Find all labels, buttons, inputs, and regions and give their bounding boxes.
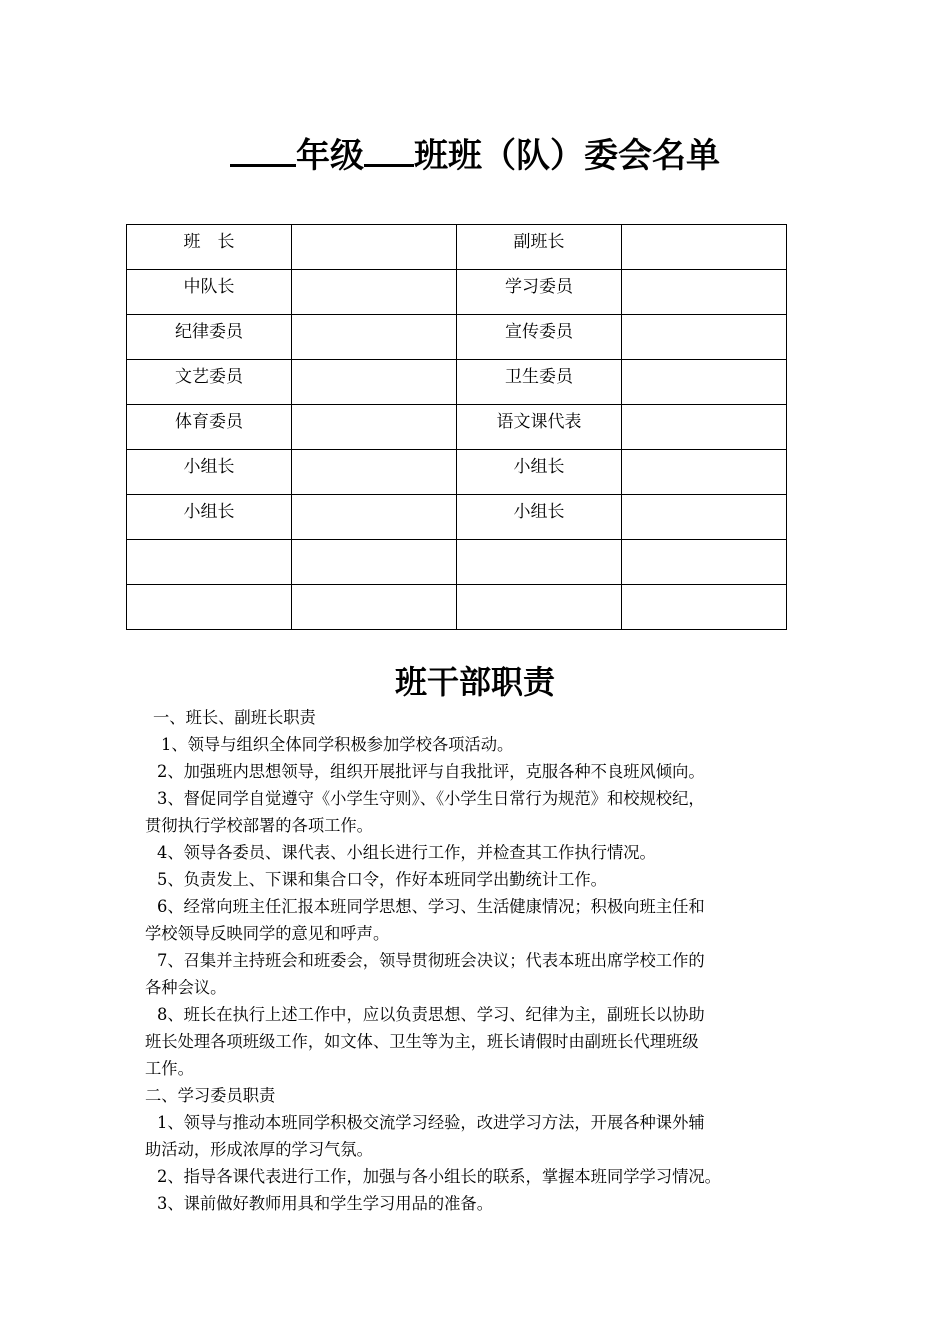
roster-row [127,315,787,360]
roster-row [127,225,787,270]
class-label: 班班（队）委会名单 [414,136,720,176]
role-label-cell: 纪律委员 [127,315,292,360]
page-title [0,128,950,178]
duty-line: 8、班长在执行上述工作中，应以负责思想、学习、纪律为主，副班长以协助 [157,1005,705,1024]
name-entry-cell[interactable] [622,540,787,585]
name-entry-cell[interactable] [292,585,457,630]
role-label-cell: 学习委员 [457,270,622,315]
name-entry-cell[interactable] [127,540,292,585]
duty-line: 2、加强班内思想领导，组织开展批评与自我批评，克服各种不良班风倾向。 [157,762,705,781]
role-label-cell: 小组长 [127,495,292,540]
role-label-cell: 副班长 [457,225,622,270]
role-label-cell: 宣传委员 [457,315,622,360]
roster-row [127,450,787,495]
role-label-cell: 小组长 [127,450,292,495]
duty-line: 5、负责发上、下课和集合口令，作好本班同学出勤统计工作。 [157,870,607,889]
name-entry-cell[interactable] [292,360,457,405]
name-entry-cell[interactable] [622,450,787,495]
roster-row [127,585,787,630]
duty-line: 1、领导与组织全体同学积极参加学校各项活动。 [161,735,514,754]
roster-row [127,360,787,405]
role-label-cell: 中队长 [127,270,292,315]
name-entry-cell[interactable] [622,315,787,360]
name-entry-cell[interactable] [292,405,457,450]
name-entry-cell[interactable] [622,270,787,315]
section-2-heading: 二、学习委员职责 [145,1086,276,1105]
role-label-cell: 体育委员 [127,405,292,450]
duty-line: 助活动，形成浓厚的学习气氛。 [145,1140,373,1159]
duty-line: 学校领导反映同学的意见和呼声。 [145,924,390,943]
roster-row [127,405,787,450]
name-entry-cell[interactable] [292,495,457,540]
name-entry-cell[interactable] [127,585,292,630]
grade-label: 年级 [296,136,364,176]
duty-line: 3、课前做好教师用具和学生学习用品的准备。 [157,1194,493,1213]
name-entry-cell[interactable] [292,315,457,360]
duty-line: 1、领导与推动本班同学积极交流学习经验，改进学习方法，开展各种课外辅 [157,1113,705,1132]
section-1-heading: 一、班长、副班长职责 [153,708,316,727]
name-entry-cell[interactable] [292,450,457,495]
name-entry-cell[interactable] [622,495,787,540]
duty-line: 2、指导各课代表进行工作，加强与各小组长的联系，掌握本班同学学习情况。 [157,1167,721,1186]
role-label-cell: 语文课代表 [457,405,622,450]
role-label-cell: 文艺委员 [127,360,292,405]
name-entry-cell[interactable] [457,540,622,585]
class-blank[interactable] [364,128,414,167]
duty-line: 工作。 [145,1059,194,1078]
roster-row [127,540,787,585]
duty-line: 班长处理各项班级工作，如文体、卫生等为主，班长请假时由副班长代理班级 [145,1032,699,1051]
duty-line: 6、经常向班主任汇报本班同学思想、学习、生活健康情况；积极向班主任和 [157,897,705,916]
name-entry-cell[interactable] [292,540,457,585]
role-label-cell: 小组长 [457,450,622,495]
name-entry-cell[interactable] [292,270,457,315]
duty-line: 各种会议。 [145,978,227,997]
duties-body [145,704,825,1217]
name-entry-cell[interactable] [622,360,787,405]
name-entry-cell[interactable] [622,405,787,450]
duty-line: 贯彻执行学校部署的各项工作。 [145,816,373,835]
name-entry-cell[interactable] [622,225,787,270]
name-entry-cell[interactable] [292,225,457,270]
role-label-cell: 班 长 [127,225,292,270]
grade-blank[interactable] [230,128,296,167]
duty-line: 4、领导各委员、课代表、小组长进行工作，并检查其工作执行情况。 [157,843,656,862]
duties-title: 班干部职责 [394,663,555,701]
roster-row [127,495,787,540]
committee-roster-table [126,224,787,630]
duty-line: 7、召集并主持班会和班委会，领导贯彻班会决议；代表本班出席学校工作的 [157,951,705,970]
name-entry-cell[interactable] [457,585,622,630]
role-label-cell: 小组长 [457,495,622,540]
name-entry-cell[interactable] [622,585,787,630]
roster-row [127,270,787,315]
duty-line: 3、督促同学自觉遵守《小学生守则》、《小学生日常行为规范》和校规校纪， [157,789,705,808]
role-label-cell: 卫生委员 [457,360,622,405]
